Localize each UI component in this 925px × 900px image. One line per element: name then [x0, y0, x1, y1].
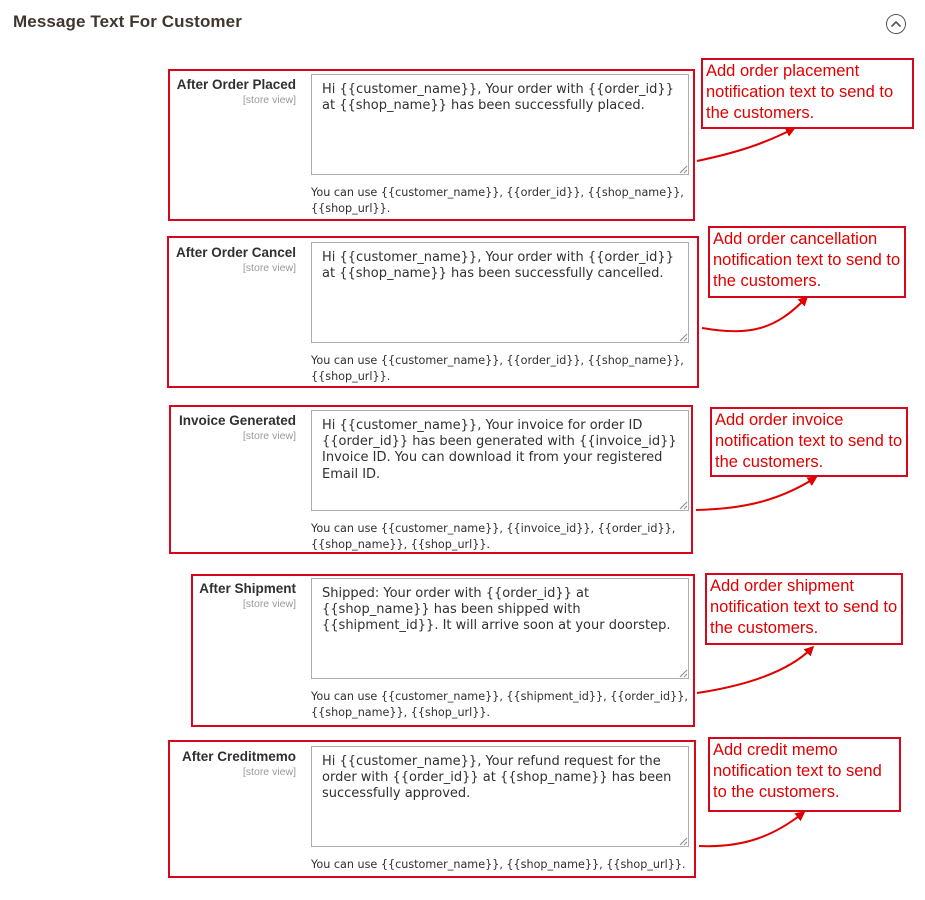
message-textarea[interactable]: Hi {{customer_name}}, Your invoice for order ID {{order_id}} has been generated with {{invoice_id}} Invoice ID. You can download it from your registered Email ID.: [311, 410, 689, 511]
arrow-icon: [697, 648, 812, 693]
message-textarea[interactable]: Hi {{customer_name}}, Your order with {{order_id}} at {{shop_name}} has been successfully placed.: [311, 74, 689, 175]
scope-label: [store view]: [242, 766, 296, 778]
annotation-callout: Add credit memo notification text to send to the customers.: [708, 737, 901, 812]
note-line-1: You can use {{customer_name}}, {{shop_name}}, {{shop_url}}.: [311, 858, 686, 871]
annotation-callout: Add order cancellation notification text to send to the customers.: [708, 226, 906, 298]
note-line-1: You can use {{customer_name}}, {{order_id}}, {{shop_name}},: [311, 186, 684, 199]
note-line-2: {{shop_name}}, {{shop_url}}.: [311, 706, 491, 719]
message-textarea[interactable]: Shipped: Your order with {{order_id}} at {{shop_name}} has been shipped with {{shipment_id}}. It will arrive soon at your doorstep.: [311, 578, 689, 679]
section-title: Message Text For Customer: [13, 12, 242, 31]
annotation-callout: Add order invoice notification text to send to the customers.: [710, 407, 908, 477]
message-textarea[interactable]: Hi {{customer_name}}, Your order with {{order_id}} at {{shop_name}} has been successfully cancelled.: [311, 242, 689, 343]
note-line-1: You can use {{customer_name}}, {{order_id}}, {{shop_name}},: [311, 354, 684, 367]
field-label: After Order Cancel: [175, 245, 296, 260]
resize-grip-icon: [680, 166, 687, 845]
scope-label: [store view]: [242, 262, 296, 274]
note-line-1: You can use {{customer_name}}, {{shipment_id}}, {{order_id}},: [311, 690, 688, 703]
field-label: After Order Placed: [176, 77, 296, 92]
arrow-icon: [699, 813, 803, 846]
annotation-callout: Add order shipment notification text to send to the customers.: [705, 573, 903, 645]
note-line-2: {{shop_url}}.: [311, 202, 391, 215]
field-label: After Shipment: [199, 581, 296, 596]
arrow-icon: [696, 478, 815, 510]
note-line-2: {{shop_url}}.: [311, 370, 391, 383]
field-label: After Creditmemo: [181, 749, 296, 764]
scope-label: [store view]: [242, 94, 296, 106]
field-label: Invoice Generated: [178, 413, 296, 428]
annotation-arrows: [696, 129, 815, 846]
arrow-icon: [702, 298, 806, 331]
annotation-callout: Add order placement notification text to send to the customers.: [701, 58, 914, 129]
note-line-1: You can use {{customer_name}}, {{invoice_id}}, {{order_id}},: [311, 522, 676, 535]
note-line-2: {{shop_name}}, {{shop_url}}.: [311, 538, 491, 551]
scope-label: [store view]: [242, 598, 296, 610]
scope-label: [store view]: [242, 430, 296, 442]
arrow-icon: [697, 129, 793, 161]
message-textarea[interactable]: Hi {{customer_name}}, Your refund request for the order with {{order_id}} at {{shop_name}} has been successfully approved.: [311, 746, 689, 847]
